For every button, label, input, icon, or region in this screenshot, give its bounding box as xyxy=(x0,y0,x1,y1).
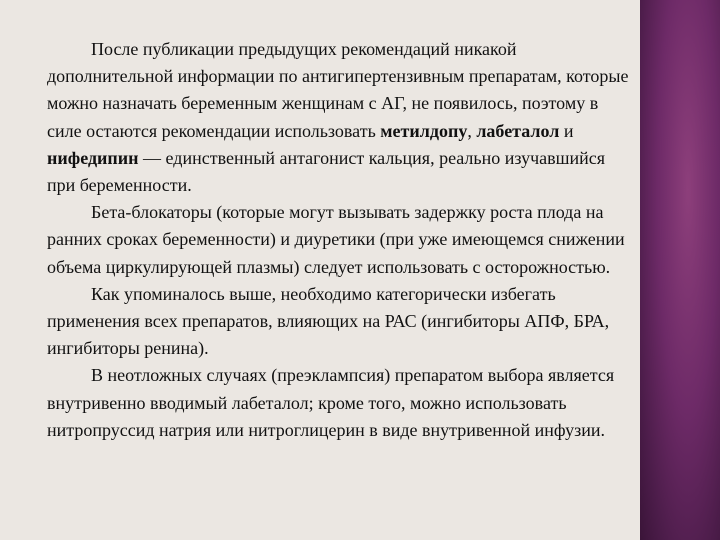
drug-labetalol: лабеталол xyxy=(476,120,560,141)
paragraph-3-text: Как упоминалось выше, необходимо категорически избегать применения всех препаратов, влияющих на РАС (ингибиторы АПФ, БРА, ингибиторы ренина). xyxy=(47,283,610,359)
paragraph-3 xyxy=(47,281,632,363)
decorative-side-band xyxy=(640,0,720,540)
paragraph-1-text: , xyxy=(467,120,477,141)
paragraph-1-text: После публикации предыдущих рекомендаций никакой дополнительной информации по антигипертензивным препаратам, которые можно назначать беременным женщинам с АГ, не появилось, поэтому в силе остаются рекомендации использовать xyxy=(47,39,629,141)
paragraph-4-text: В неотложных случаях (преэклампсия) препаратом выбора является внутривенно вводимый лабеталол; кроме того, можно использовать нитропруссид натрия или нитроглицерин в виде внутривенной инфузии. xyxy=(47,365,615,440)
paragraph-1-text: — единственный антагонист кальция, реально изучавшийся при беременности. xyxy=(47,147,606,196)
slide-body xyxy=(47,36,632,444)
paragraph-1-text: и xyxy=(559,120,574,141)
drug-methyldopa: метилдопу xyxy=(380,120,468,141)
drug-nifedipine: нифедипин xyxy=(47,147,139,168)
paragraph-1 xyxy=(47,36,632,199)
paragraph-4 xyxy=(47,362,632,444)
paragraph-2 xyxy=(47,199,632,281)
paragraph-2-text: Бета-блокаторы (которые могут вызывать задержку роста плода на ранних сроках беременности) и диуретики (при уже имеющемся снижении объема циркулирующей плазмы) следует использовать с осторожностью. xyxy=(47,202,625,277)
